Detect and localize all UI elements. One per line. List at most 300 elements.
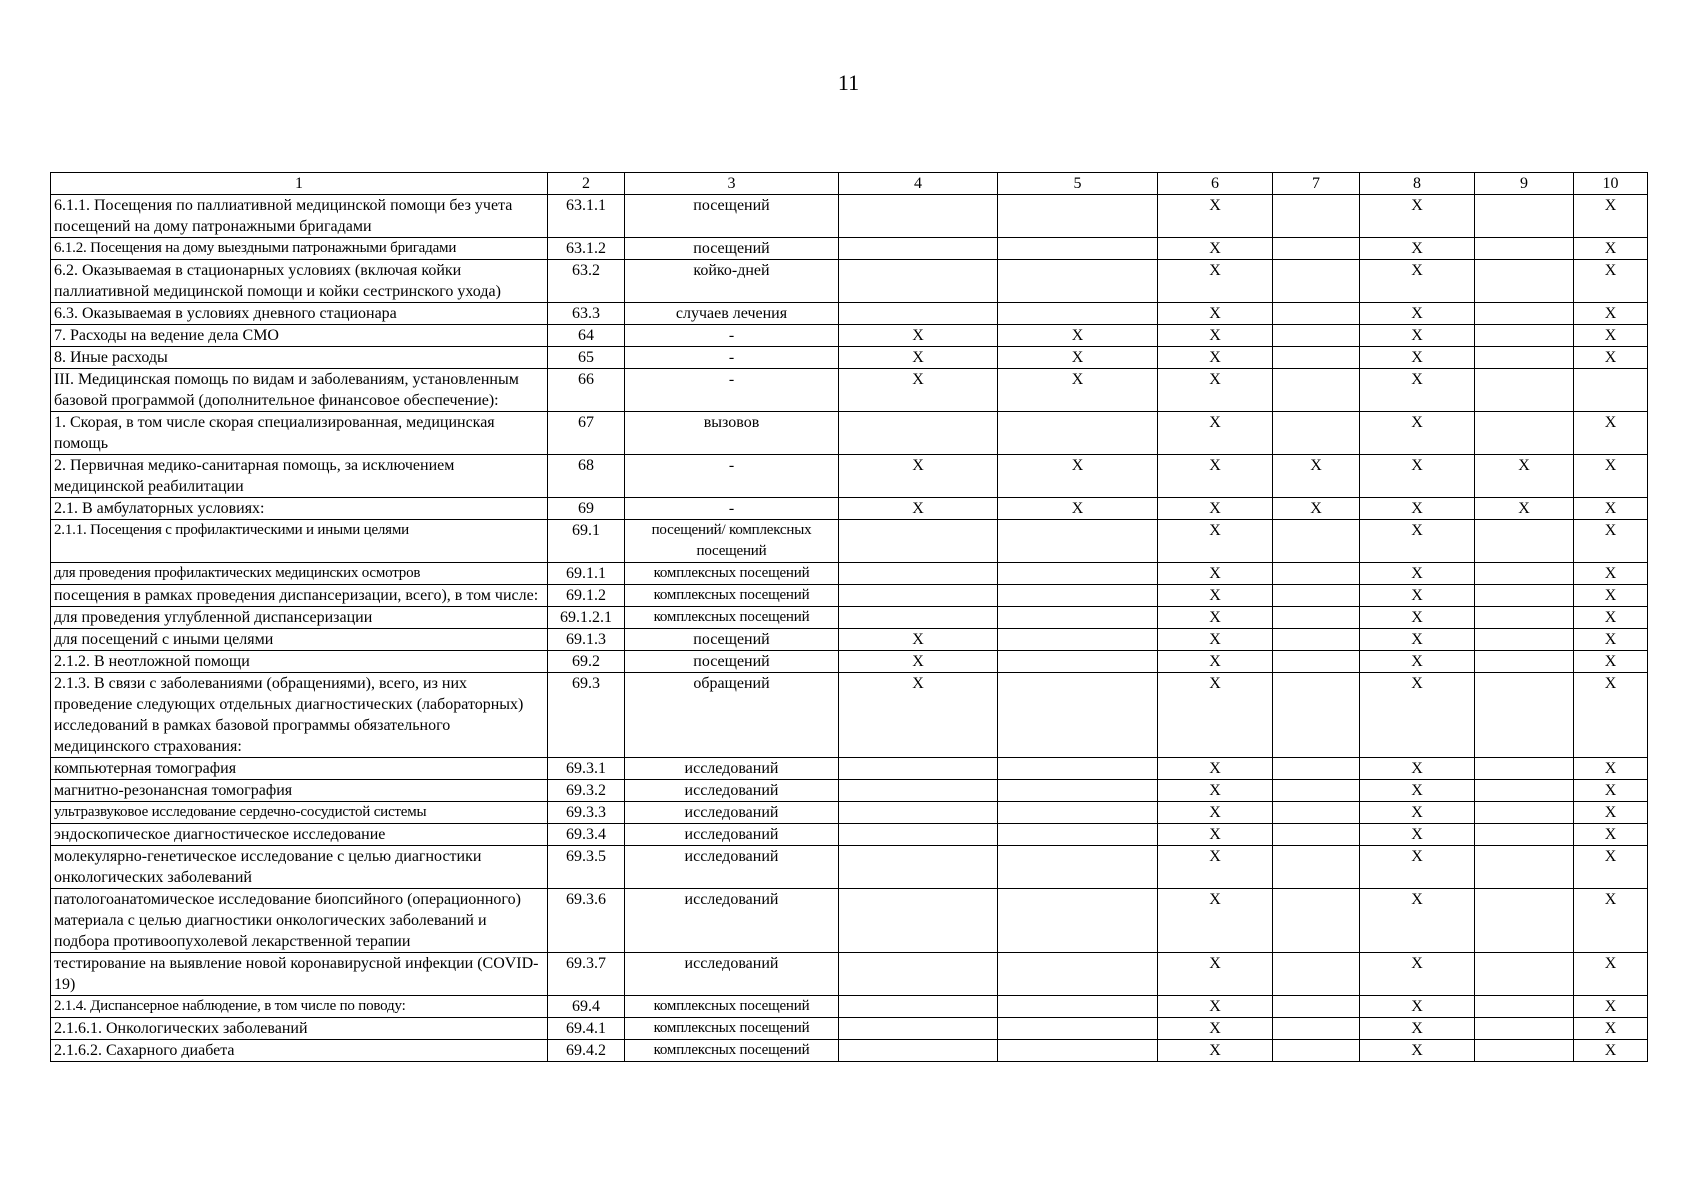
cell-col6: Х <box>1158 780 1273 802</box>
cell-col4: Х <box>839 455 998 498</box>
cell-col7 <box>1273 238 1360 260</box>
cell-unit: исследований <box>625 889 839 953</box>
cell-col4: Х <box>839 498 998 520</box>
cell-code: 69.3.6 <box>548 889 625 953</box>
cell-unit: - <box>625 347 839 369</box>
cell-col5 <box>998 238 1158 260</box>
cell-col6: Х <box>1158 369 1273 412</box>
cell-col9 <box>1475 673 1574 758</box>
cell-code: 69.1.2.1 <box>548 607 625 629</box>
cell-col5 <box>998 303 1158 325</box>
cell-col10: Х <box>1574 260 1648 303</box>
table-row <box>51 347 1648 369</box>
table-row <box>51 325 1648 347</box>
cell-col8: Х <box>1360 1018 1475 1040</box>
column-header-9: 9 <box>1475 173 1574 195</box>
cell-col6: Х <box>1158 455 1273 498</box>
cell-col5 <box>998 802 1158 824</box>
cell-name: 8. Иные расходы <box>51 347 548 369</box>
cell-col4: Х <box>839 325 998 347</box>
cell-col10: Х <box>1574 846 1648 889</box>
cell-col7 <box>1273 563 1360 585</box>
cell-code: 63.3 <box>548 303 625 325</box>
cell-unit: - <box>625 455 839 498</box>
cell-unit: исследований <box>625 953 839 996</box>
cell-code: 66 <box>548 369 625 412</box>
cell-col5 <box>998 846 1158 889</box>
cell-col6: Х <box>1158 996 1273 1018</box>
cell-unit: койко-дней <box>625 260 839 303</box>
cell-col7 <box>1273 303 1360 325</box>
cell-col9: Х <box>1475 498 1574 520</box>
cell-col4 <box>839 1018 998 1040</box>
cell-col4 <box>839 607 998 629</box>
cell-col6: Х <box>1158 238 1273 260</box>
cell-name: 7. Расходы на ведение дела СМО <box>51 325 548 347</box>
cell-code: 69.4 <box>548 996 625 1018</box>
table-row <box>51 498 1648 520</box>
table-row <box>51 780 1648 802</box>
cell-unit: посещений <box>625 195 839 238</box>
cell-col8: Х <box>1360 412 1475 455</box>
table-row <box>51 238 1648 260</box>
cell-col9 <box>1475 347 1574 369</box>
cell-col8: Х <box>1360 846 1475 889</box>
cell-col4 <box>839 1040 998 1062</box>
cell-name: 6.3. Оказываемая в условиях дневного стационара <box>51 303 548 325</box>
cell-col8: Х <box>1360 953 1475 996</box>
cell-code: 64 <box>548 325 625 347</box>
cell-col8: Х <box>1360 260 1475 303</box>
cell-col6: Х <box>1158 673 1273 758</box>
column-header-2: 2 <box>548 173 625 195</box>
cell-col5: Х <box>998 498 1158 520</box>
cell-unit: посещений <box>625 238 839 260</box>
cell-col9 <box>1475 802 1574 824</box>
cell-col7 <box>1273 953 1360 996</box>
cell-col5 <box>998 607 1158 629</box>
cell-col7 <box>1273 824 1360 846</box>
cell-col9 <box>1475 520 1574 563</box>
cell-col8: Х <box>1360 303 1475 325</box>
cell-col6: Х <box>1158 651 1273 673</box>
cell-name: для посещений с иными целями <box>51 629 548 651</box>
cell-col8: Х <box>1360 520 1475 563</box>
cell-name: патологоанатомическое исследование биопсийного (операционного) материала с целью диагностики онкологических заболеваний и подбора противоопухолевой лекарственной терапии <box>51 889 548 953</box>
table-row <box>51 563 1648 585</box>
cell-col10 <box>1574 369 1648 412</box>
cell-code: 63.1.2 <box>548 238 625 260</box>
cell-col6: Х <box>1158 585 1273 607</box>
cell-unit: случаев лечения <box>625 303 839 325</box>
cell-col9 <box>1475 585 1574 607</box>
cell-col9 <box>1475 780 1574 802</box>
cell-col7 <box>1273 780 1360 802</box>
column-header-7: 7 <box>1273 173 1360 195</box>
cell-col9: Х <box>1475 455 1574 498</box>
cell-unit: комплексных посещений <box>625 563 839 585</box>
cell-unit: - <box>625 369 839 412</box>
cell-col8: Х <box>1360 347 1475 369</box>
cell-col5 <box>998 824 1158 846</box>
table-row <box>51 520 1648 563</box>
cell-col5 <box>998 195 1158 238</box>
cell-col8: Х <box>1360 498 1475 520</box>
cell-unit: вызовов <box>625 412 839 455</box>
cell-unit: исследований <box>625 758 839 780</box>
cell-col7 <box>1273 347 1360 369</box>
table-row <box>51 846 1648 889</box>
cell-col4 <box>839 824 998 846</box>
cell-col8: Х <box>1360 629 1475 651</box>
cell-col6: Х <box>1158 412 1273 455</box>
cell-code: 69.1 <box>548 520 625 563</box>
cell-unit: исследований <box>625 846 839 889</box>
cell-col10: Х <box>1574 498 1648 520</box>
cell-code: 69.1.1 <box>548 563 625 585</box>
cell-col7 <box>1273 758 1360 780</box>
cell-col5: Х <box>998 325 1158 347</box>
cell-code: 65 <box>548 347 625 369</box>
cell-col8: Х <box>1360 325 1475 347</box>
cell-col7 <box>1273 369 1360 412</box>
cell-col10: Х <box>1574 953 1648 996</box>
cell-col9 <box>1475 758 1574 780</box>
cell-col4: Х <box>839 369 998 412</box>
cell-col4 <box>839 996 998 1018</box>
table-row <box>51 802 1648 824</box>
table-row <box>51 585 1648 607</box>
cell-col4 <box>839 802 998 824</box>
cell-col5: Х <box>998 347 1158 369</box>
cell-col7 <box>1273 629 1360 651</box>
cell-col9 <box>1475 1040 1574 1062</box>
cell-name: посещения в рамках проведения диспансеризации, всего), в том числе: <box>51 585 548 607</box>
table-row <box>51 455 1648 498</box>
cell-code: 69.3.4 <box>548 824 625 846</box>
cell-col9 <box>1475 369 1574 412</box>
cell-code: 69.3 <box>548 673 625 758</box>
cell-name: для проведения профилактических медицинских осмотров <box>51 563 548 585</box>
table-row <box>51 1040 1648 1062</box>
column-header-5: 5 <box>998 173 1158 195</box>
cell-col5 <box>998 1040 1158 1062</box>
cell-col8: Х <box>1360 780 1475 802</box>
table-row <box>51 673 1648 758</box>
cell-col4 <box>839 412 998 455</box>
cell-col9 <box>1475 303 1574 325</box>
cell-col9 <box>1475 412 1574 455</box>
cell-col5 <box>998 758 1158 780</box>
cell-col7 <box>1273 1040 1360 1062</box>
table-row <box>51 824 1648 846</box>
table-row <box>51 303 1648 325</box>
cell-col7: Х <box>1273 498 1360 520</box>
cell-col8: Х <box>1360 651 1475 673</box>
cell-col9 <box>1475 824 1574 846</box>
cell-col10: Х <box>1574 758 1648 780</box>
table-row <box>51 889 1648 953</box>
table-row <box>51 195 1648 238</box>
cell-col10: Х <box>1574 651 1648 673</box>
cell-col7 <box>1273 325 1360 347</box>
cell-name: 2.1.6.2. Сахарного диабета <box>51 1040 548 1062</box>
cell-col5 <box>998 673 1158 758</box>
cell-col4 <box>839 780 998 802</box>
cell-col6: Х <box>1158 260 1273 303</box>
cell-col8: Х <box>1360 369 1475 412</box>
cell-unit: обращений <box>625 673 839 758</box>
cell-col7 <box>1273 585 1360 607</box>
cell-col7 <box>1273 195 1360 238</box>
cell-unit: комплексных посещений <box>625 1018 839 1040</box>
cell-col5 <box>998 1018 1158 1040</box>
cell-col7 <box>1273 846 1360 889</box>
cell-col6: Х <box>1158 1018 1273 1040</box>
cell-col6: Х <box>1158 629 1273 651</box>
cell-unit: исследований <box>625 802 839 824</box>
column-header-3: 3 <box>625 173 839 195</box>
cell-code: 69.4.1 <box>548 1018 625 1040</box>
cell-name: 6.2. Оказываемая в стационарных условиях (включая койки паллиативной медицинской помощи и койки сестринского ухода) <box>51 260 548 303</box>
cell-col7 <box>1273 260 1360 303</box>
cell-col6: Х <box>1158 802 1273 824</box>
cell-code: 69.3.1 <box>548 758 625 780</box>
cell-col7 <box>1273 1018 1360 1040</box>
cell-name: молекулярно-генетическое исследование с целью диагностики онкологических заболеваний <box>51 846 548 889</box>
cell-col7 <box>1273 607 1360 629</box>
cell-col4 <box>839 758 998 780</box>
cell-code: 63.1.1 <box>548 195 625 238</box>
cell-name: для проведения углубленной диспансеризации <box>51 607 548 629</box>
cell-col7 <box>1273 889 1360 953</box>
table-row <box>51 369 1648 412</box>
header-row <box>51 173 1648 195</box>
cell-unit: посещений <box>625 629 839 651</box>
cell-col5 <box>998 412 1158 455</box>
cell-col7 <box>1273 651 1360 673</box>
column-header-4: 4 <box>839 173 998 195</box>
cell-unit: комплексных посещений <box>625 585 839 607</box>
column-header-10: 10 <box>1574 173 1648 195</box>
cell-unit: комплексных посещений <box>625 1040 839 1062</box>
cell-col10: Х <box>1574 195 1648 238</box>
cell-col9 <box>1475 629 1574 651</box>
cell-col9 <box>1475 195 1574 238</box>
cell-col4 <box>839 195 998 238</box>
column-header-8: 8 <box>1360 173 1475 195</box>
cell-name: ультразвуковое исследование сердечно-сосудистой системы <box>51 802 548 824</box>
cell-code: 69.3.5 <box>548 846 625 889</box>
cell-unit: комплексных посещений <box>625 996 839 1018</box>
cell-col5 <box>998 953 1158 996</box>
cell-col6: Х <box>1158 889 1273 953</box>
cell-unit: комплексных посещений <box>625 607 839 629</box>
cell-col6: Х <box>1158 195 1273 238</box>
cell-col4: Х <box>839 651 998 673</box>
cell-col10: Х <box>1574 802 1648 824</box>
cell-name: 2.1.2. В неотложной помощи <box>51 651 548 673</box>
cell-name: 2.1. В амбулаторных условиях: <box>51 498 548 520</box>
cell-col5 <box>998 520 1158 563</box>
cell-col4 <box>839 585 998 607</box>
cell-col8: Х <box>1360 563 1475 585</box>
cell-col10: Х <box>1574 347 1648 369</box>
cell-col5 <box>998 996 1158 1018</box>
cell-col9 <box>1475 846 1574 889</box>
cell-col4 <box>839 520 998 563</box>
cell-col6: Х <box>1158 953 1273 996</box>
cell-col7 <box>1273 802 1360 824</box>
cell-col8: Х <box>1360 238 1475 260</box>
cell-col6: Х <box>1158 325 1273 347</box>
cell-col5 <box>998 563 1158 585</box>
cell-name: 6.1.2. Посещения на дому выездными патронажными бригадами <box>51 238 548 260</box>
cell-unit: исследований <box>625 824 839 846</box>
cell-col10: Х <box>1574 1018 1648 1040</box>
table-row <box>51 607 1648 629</box>
cell-unit: посещений <box>625 651 839 673</box>
cell-col8: Х <box>1360 585 1475 607</box>
table-row <box>51 1018 1648 1040</box>
cell-unit: - <box>625 325 839 347</box>
cell-col5 <box>998 889 1158 953</box>
column-header-6: 6 <box>1158 173 1273 195</box>
cell-col10: Х <box>1574 520 1648 563</box>
cell-col5 <box>998 629 1158 651</box>
cell-col4: Х <box>839 347 998 369</box>
cell-col9 <box>1475 563 1574 585</box>
cell-col10: Х <box>1574 585 1648 607</box>
data-table <box>50 172 1648 1062</box>
cell-col6: Х <box>1158 347 1273 369</box>
cell-code: 63.2 <box>548 260 625 303</box>
cell-name: компьютерная томография <box>51 758 548 780</box>
column-header-1: 1 <box>51 173 548 195</box>
cell-col9 <box>1475 238 1574 260</box>
cell-col5 <box>998 260 1158 303</box>
cell-col9 <box>1475 996 1574 1018</box>
cell-col9 <box>1475 1018 1574 1040</box>
cell-col10: Х <box>1574 996 1648 1018</box>
cell-col8: Х <box>1360 802 1475 824</box>
cell-col8: Х <box>1360 996 1475 1018</box>
cell-name: 2.1.3. В связи с заболеваниями (обращениями), всего, из них проведение следующих отдельных диагностических (лабораторных) исследований в рамках базовой программы обязательного медицинского страхования: <box>51 673 548 758</box>
cell-name: 2.1.1. Посещения с профилактическими и иными целями <box>51 520 548 563</box>
cell-col6: Х <box>1158 846 1273 889</box>
cell-col8: Х <box>1360 824 1475 846</box>
cell-code: 69.1.3 <box>548 629 625 651</box>
cell-code: 69 <box>548 498 625 520</box>
cell-col6: Х <box>1158 1040 1273 1062</box>
cell-col5: Х <box>998 369 1158 412</box>
cell-col7 <box>1273 673 1360 758</box>
cell-col6: Х <box>1158 563 1273 585</box>
cell-col10: Х <box>1574 412 1648 455</box>
cell-col6: Х <box>1158 520 1273 563</box>
cell-col7: Х <box>1273 455 1360 498</box>
cell-col6: Х <box>1158 758 1273 780</box>
cell-unit: - <box>625 498 839 520</box>
cell-col9 <box>1475 325 1574 347</box>
cell-name: 1. Скорая, в том числе скорая специализированная, медицинская помощь <box>51 412 548 455</box>
cell-code: 69.1.2 <box>548 585 625 607</box>
cell-name: эндоскопическое диагностическое исследование <box>51 824 548 846</box>
cell-col4 <box>839 953 998 996</box>
table-row <box>51 629 1648 651</box>
cell-col9 <box>1475 260 1574 303</box>
cell-col4: Х <box>839 629 998 651</box>
cell-col4 <box>839 260 998 303</box>
table-row <box>51 412 1648 455</box>
cell-col6: Х <box>1158 303 1273 325</box>
cell-col4 <box>839 563 998 585</box>
cell-col10: Х <box>1574 455 1648 498</box>
cell-col9 <box>1475 953 1574 996</box>
cell-name: 6.1.1. Посещения по паллиативной медицинской помощи без учета посещений на дому патронажными бригадами <box>51 195 548 238</box>
cell-col10: Х <box>1574 824 1648 846</box>
cell-name: 2. Первичная медико-санитарная помощь, за исключением медицинской реабилитации <box>51 455 548 498</box>
table-row <box>51 953 1648 996</box>
cell-col6: Х <box>1158 498 1273 520</box>
cell-code: 69.3.2 <box>548 780 625 802</box>
cell-col10: Х <box>1574 889 1648 953</box>
cell-col8: Х <box>1360 455 1475 498</box>
table-row <box>51 651 1648 673</box>
cell-col6: Х <box>1158 824 1273 846</box>
cell-name: 2.1.6.1. Онкологических заболеваний <box>51 1018 548 1040</box>
table-row <box>51 260 1648 303</box>
cell-col10: Х <box>1574 303 1648 325</box>
cell-col9 <box>1475 651 1574 673</box>
table-row <box>51 758 1648 780</box>
cell-code: 69.4.2 <box>548 1040 625 1062</box>
cell-col5 <box>998 585 1158 607</box>
cell-col8: Х <box>1360 758 1475 780</box>
cell-col10: Х <box>1574 780 1648 802</box>
cell-code: 67 <box>548 412 625 455</box>
cell-col5: Х <box>998 455 1158 498</box>
cell-name: 2.1.4. Диспансерное наблюдение, в том числе по поводу: <box>51 996 548 1018</box>
table-body <box>51 195 1648 1062</box>
cell-unit: исследований <box>625 780 839 802</box>
cell-col10: Х <box>1574 1040 1648 1062</box>
cell-col7 <box>1273 412 1360 455</box>
cell-col8: Х <box>1360 889 1475 953</box>
cell-name: магнитно-резонансная томография <box>51 780 548 802</box>
cell-col4 <box>839 846 998 889</box>
cell-col10: Х <box>1574 563 1648 585</box>
cell-col10: Х <box>1574 238 1648 260</box>
cell-col4: Х <box>839 673 998 758</box>
cell-code: 69.3.3 <box>548 802 625 824</box>
cell-col7 <box>1273 996 1360 1018</box>
cell-name: III. Медицинская помощь по видам и заболеваниям, установленным базовой программой (дополнительное финансовое обеспечение): <box>51 369 548 412</box>
cell-col4 <box>839 303 998 325</box>
cell-col9 <box>1475 889 1574 953</box>
cell-col10: Х <box>1574 607 1648 629</box>
cell-col10: Х <box>1574 673 1648 758</box>
cell-col10: Х <box>1574 629 1648 651</box>
cell-col10: Х <box>1574 325 1648 347</box>
cell-code: 69.2 <box>548 651 625 673</box>
table-row <box>51 996 1648 1018</box>
cell-col4 <box>839 238 998 260</box>
cell-col4 <box>839 889 998 953</box>
cell-col6: Х <box>1158 607 1273 629</box>
cell-col8: Х <box>1360 195 1475 238</box>
cell-code: 68 <box>548 455 625 498</box>
